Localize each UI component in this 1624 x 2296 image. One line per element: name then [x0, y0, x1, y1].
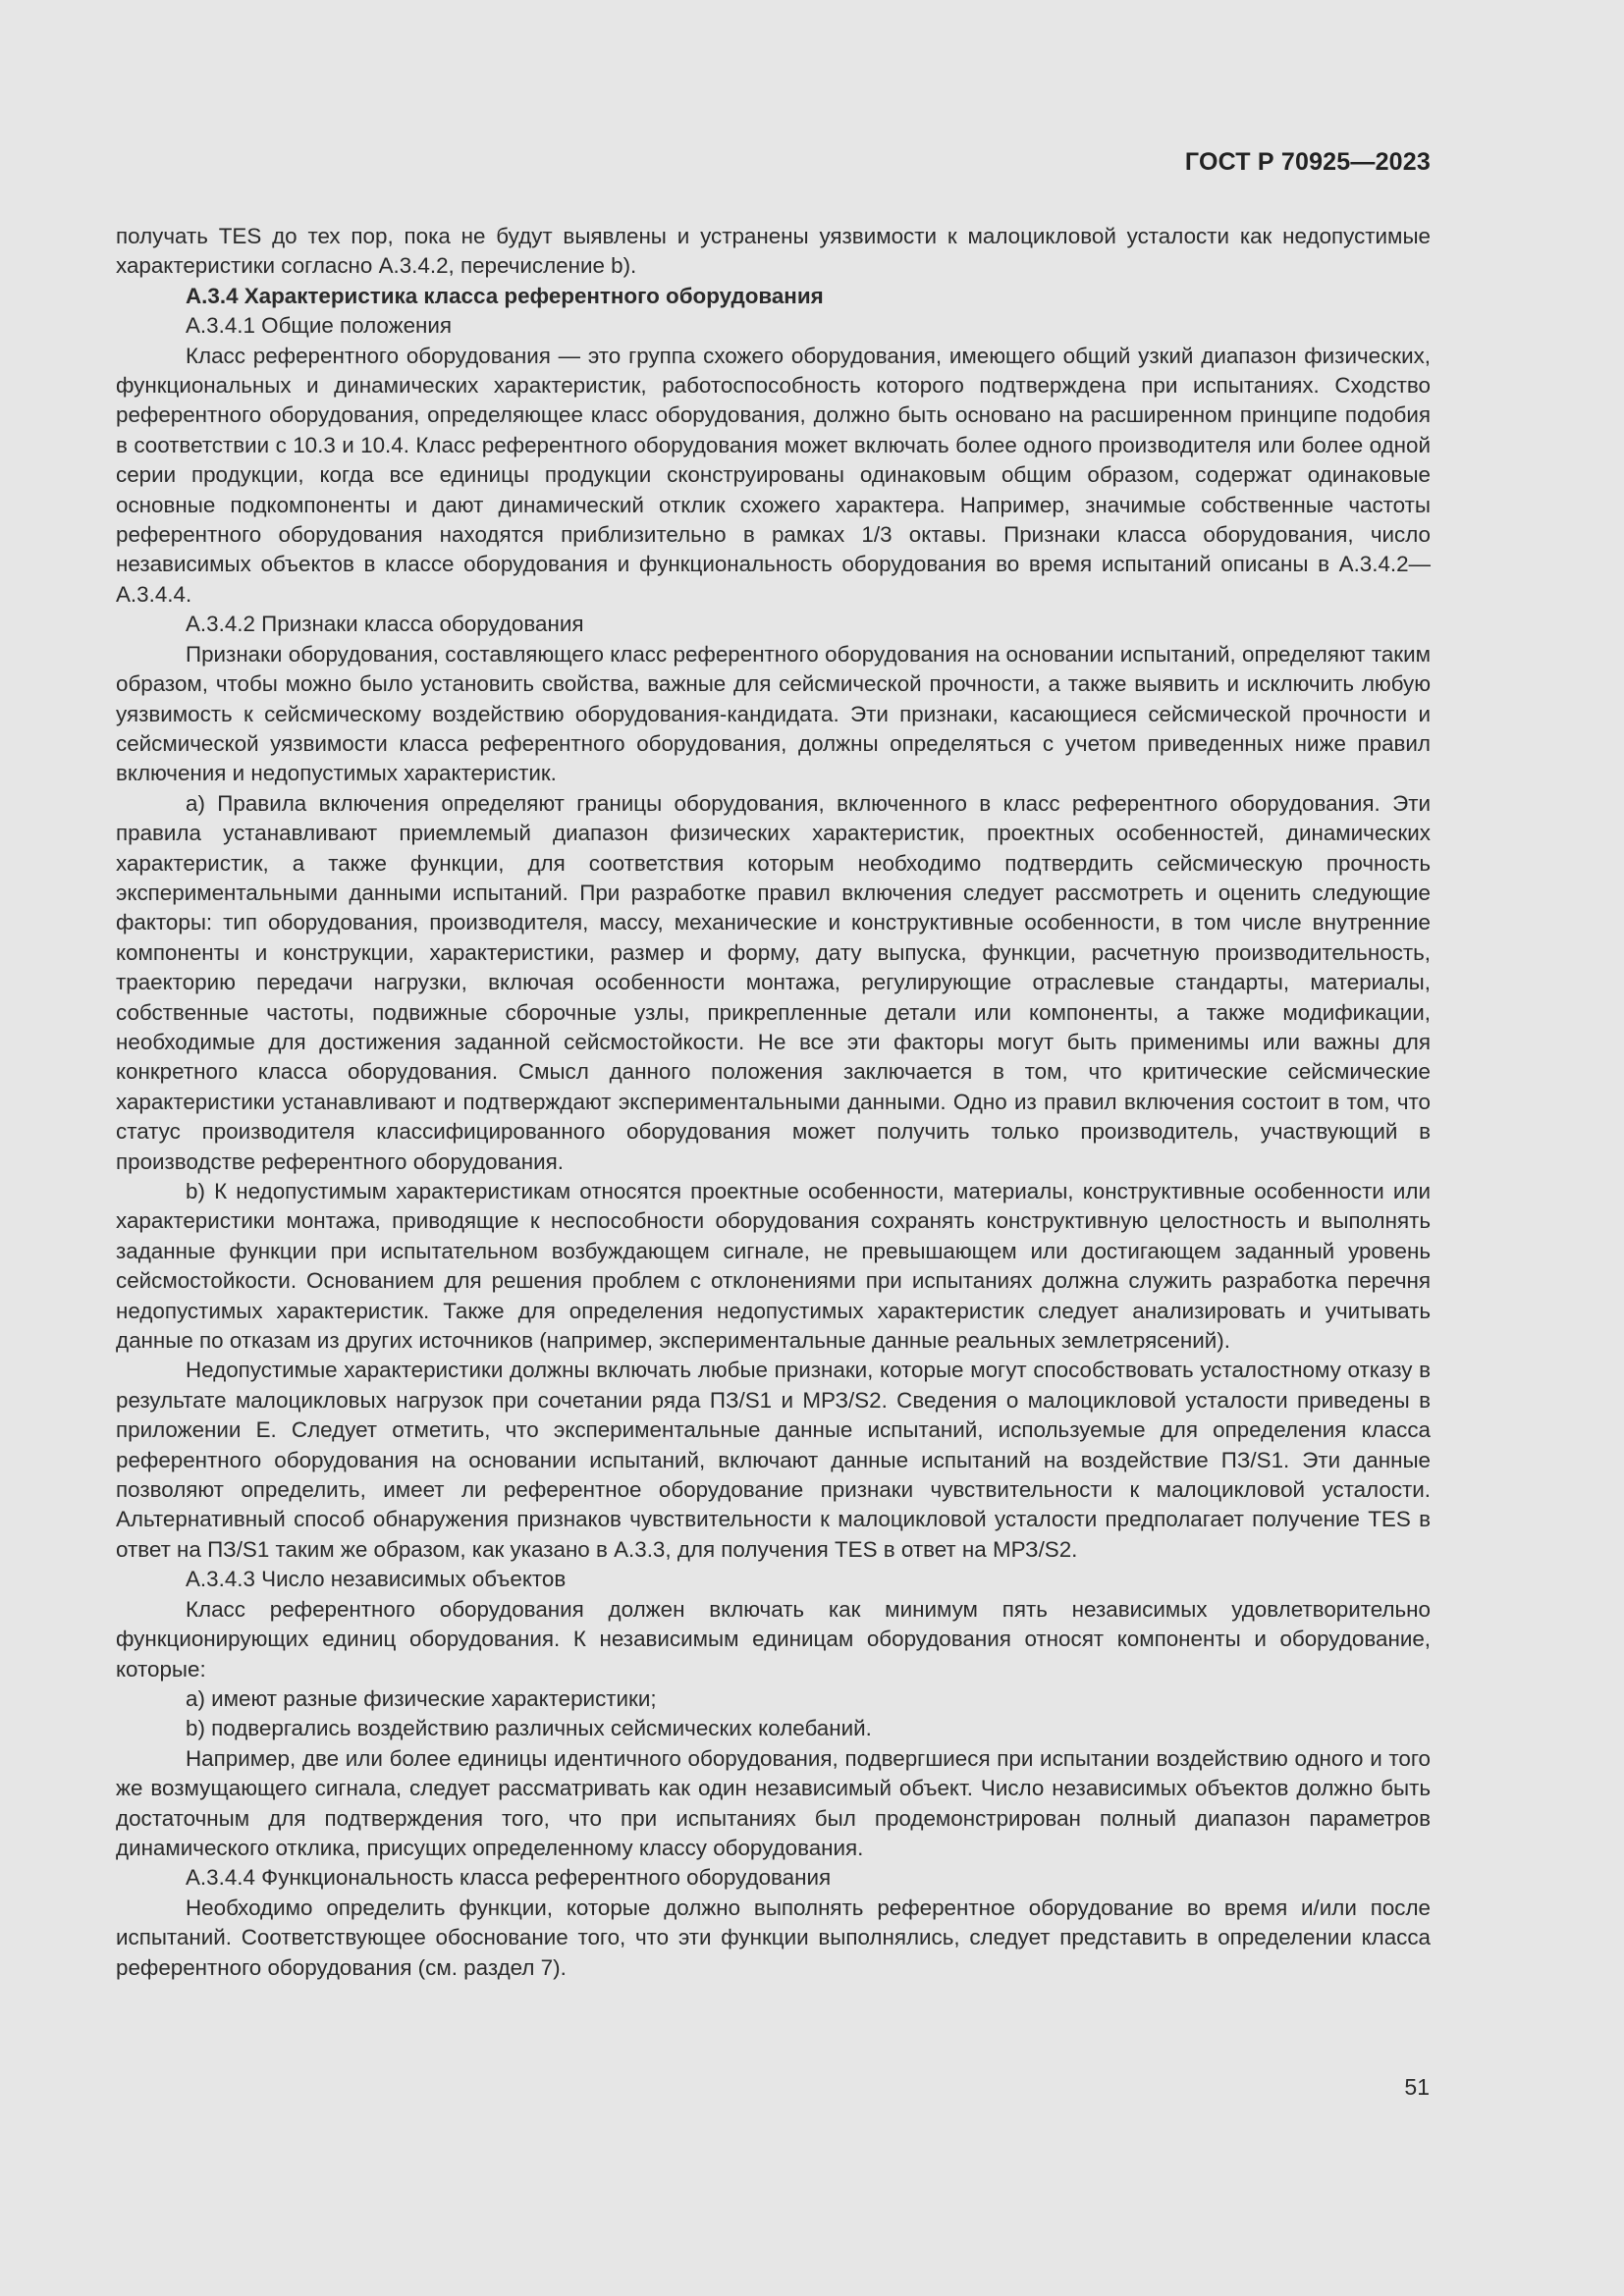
section-heading-a-3-4: А.3.4 Характеристика класса референтного оборудования — [186, 283, 824, 308]
paragraph-independent-objects: Класс референтного оборудования должен включать как минимум пять независимых удовлетворительно функционирующих единиц оборудования. К независимым единицам оборудования относят компоненты и оборудование, которые: — [116, 1596, 1431, 1682]
document-code-header: ГОСТ Р 70925—2023 — [1184, 148, 1431, 176]
subsection-heading-a-3-4-3: А.3.4.3 Число независимых объектов — [186, 1567, 567, 1592]
subsection-heading-a-3-4-1: А.3.4.1 Общие положения — [186, 313, 453, 339]
paragraph-independent-example: Например, две или более единицы идентичного оборудования, подвергшиеся при испытании воздействию одного и того же возмущающего сигнала, следует рассматривать как один независимый объект. Число независимых объектов должно быть достаточным для подтверждения того, что при испытаниях был продемонстрирован полный диапазон параметров динамического отклика, присущих определенному классу оборудования. — [116, 1745, 1431, 1860]
subsection-heading-a-3-4-2: А.3.4.2 Признаки класса оборудования — [186, 612, 584, 637]
paragraph-general-provisions: Класс референтного оборудования — это группа схожего оборудования, имеющего общий узкий диапазон физических, функциональных и динамических характеристик, работоспособность которого подтверждена при испытаниях. Сходство референтного оборудования, определяющее класс оборудования, должно быть основано на расширенном принципе подобия в соответствии с 10.3 и 10.4. Класс референтного оборудования может включать более одного производителя или более одной серии продукции, когда все единицы продукции сконструированы одинаковым общим образом, содержат одинаковые основные подкомпоненты и дают динамический отклик схожего характера. Например, значимые собственные частоты референтного оборудования находятся приблизительно в рамках 1/3 октавы. Признаки класса оборудования, число независимых объектов в классе оборудования и функциональность оборудования во время испытаний описаны в А.3.4.2—А.3.4.4. — [116, 343, 1431, 607]
paragraph-low-cycle-fatigue: Недопустимые характеристики должны включать любые признаки, которые могут способствовать усталостному отказу в результате малоцикловых нагрузок при сочетании ряда ПЗ/S1 и МРЗ/S2. Сведения о малоцикловой усталости приведены в приложении Е. Следует отметить, что экспериментальные данные испытаний, используемые для определения класса референтного оборудования на основании испытаний, включают данные испытаний на воздействие ПЗ/S1. Эти данные позволяют определить, имеет ли референтное оборудование признаки чувствительности к малоцикловой усталости. Альтернативный способ обнаружения признаков чувствительности к малоцикловой усталости предполагает получение TES в ответ на ПЗ/S1 таким же образом, как указано в А.3.3, для получения TES в ответ на МРЗ/S2. — [116, 1358, 1431, 1562]
subsection-heading-a-3-4-4: А.3.4.4 Функциональность класса референтного оборудования — [186, 1865, 832, 1891]
paragraph-class-features: Признаки оборудования, составляющего класс референтного оборудования на основании испытаний, определяют таким образом, чтобы можно было установить свойства, важные для сейсмической прочности, а также выявить и исключить любую уязвимость к сейсмическому воздействию оборудования-кандидата. Эти признаки, касающиеся сейсмической прочности и сейсмической уязвимости класса референтного оборудования, должны определяться с учетом приведенных ниже правил включения и недопустимых характеристик. — [116, 641, 1431, 786]
paragraph-functionality: Необходимо определить функции, которые должно выполнять референтное оборудование во время и/или после испытаний. Соответствующее обоснование того, что эти функции выполнялись, следует представить в определении класса референтного оборудования (см. раздел 7). — [116, 1895, 1431, 1980]
list-item-b-unacceptable-characteristics: b) К недопустимым характеристикам относятся проектные особенности, материалы, конструктивные особенности или характеристики монтажа, приводящие к неспособности оборудования сохранять конструктивную целостность и выполнять заданные функции при испытательном возбуждающем сигнале, не превышающем или достигающем заданный уровень сейсмостойкости. Основанием для решения проблем с отклонениями при испытаниях должна служить разработка перечня недопустимых характеристик. Также для определения недопустимых характеристик следует анализировать и учитывать данные по отказам из других источников (например, экспериментальные данные реальных землетрясений). — [116, 1179, 1431, 1354]
page-body — [116, 222, 1431, 1983]
list-item-a-inclusion-rules: a) Правила включения определяют границы оборудования, включенного в класс референтного оборудования. Эти правила устанавливают приемлемый диапазон физических характеристик, проектных особенностей, динамических характеристик, а также функции, для соответствия которым необходимо подтвердить сейсмическую прочность экспериментальными данными испытаний. При разработке правил включения следует рассмотреть и оценить следующие факторы: тип оборудования, производителя, массу, механические и конструктивные особенности, в том числе внутренние компоненты и конструкции, характеристики, размер и форму, дату выпуска, функции, расчетную производительность, траекторию передачи нагрузки, включая особенности монтажа, регулирующие отраслевые стандарты, материалы, собственные частоты, подвижные сборочные узлы, прикрепленные детали или компоненты, а также модификации, необходимые для достижения заданной сейсмостойкости. Не все эти факторы могут быть применимы или важны для конкретного класса оборудования. Смысл данного положения заключается в том, что критические сейсмические характеристики устанавливают и подтверждают экспериментальными данными. Одно из правил включения состоит в том, что статус производителя классифицированного оборудования может получить только производитель, участвующий в производстве референтного оборудования. — [116, 790, 1431, 1174]
list-item-a-physical-characteristics: a) имеют разные физические характеристики; — [186, 1685, 657, 1711]
page-number: 51 — [1404, 2074, 1430, 2100]
list-item-b-seismic-vibrations: b) подвергались воздействию различных сейсмических колебаний. — [186, 1716, 872, 1741]
paragraph-continuation: получать TES до тех пор, пока не будут выявлены и устранены уязвимости к малоцикловой усталости как недопустимые характеристики согласно А.3.4.2, перечисление b). — [116, 224, 1431, 279]
